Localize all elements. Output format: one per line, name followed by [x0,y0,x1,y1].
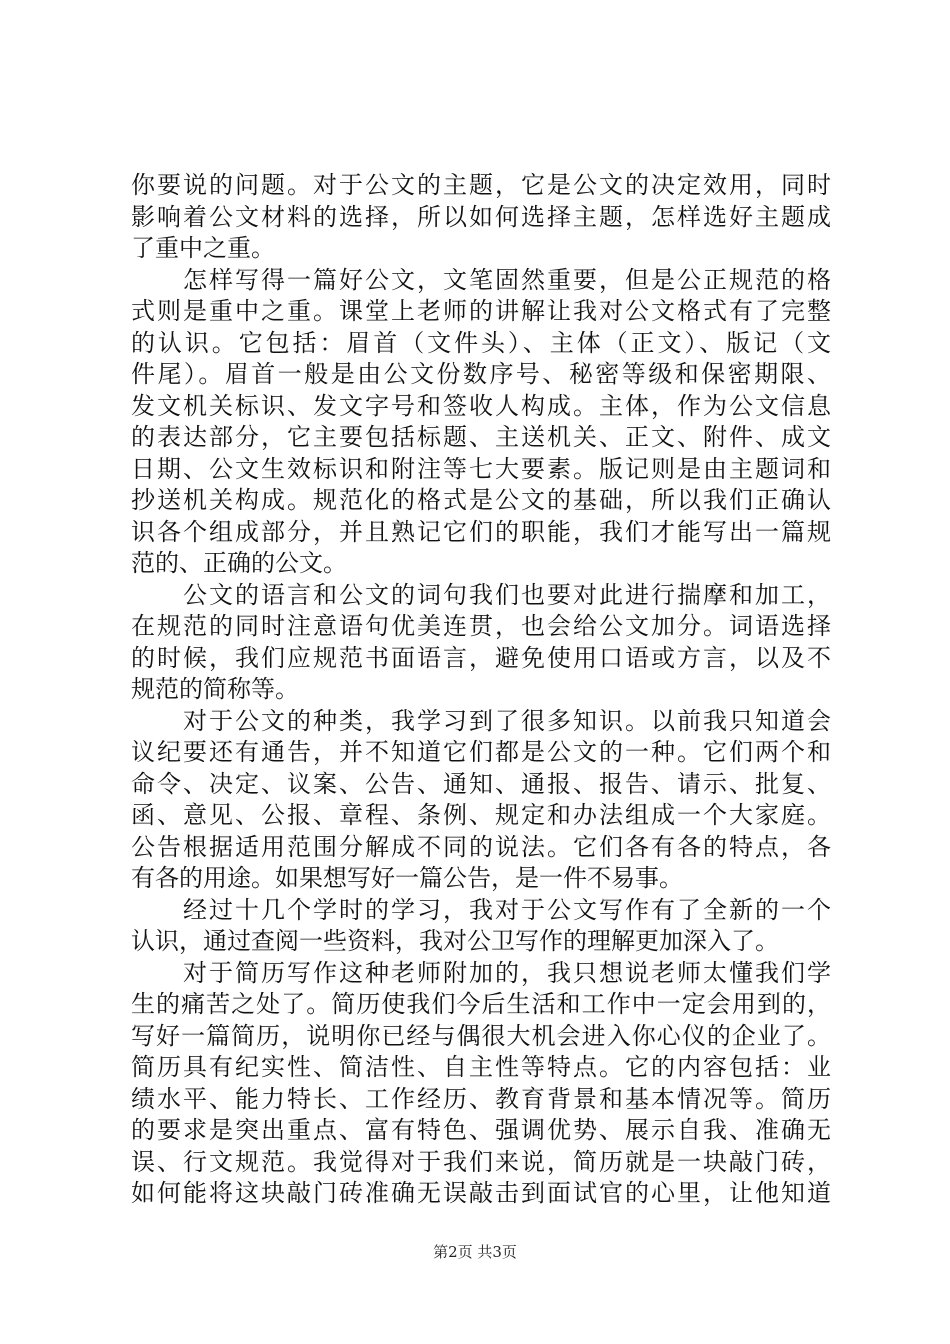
text-line: 公文的语言和公文的词句我们也要对此进行揣摩和加工， [131,580,831,609]
text-line: 在规范的同时注意语句优美连贯，也会给公文加分。词语选择 [131,612,831,640]
text-line: 命令、决定、议案、公告、通知、通报、报告、请示、批复、 [131,769,831,798]
text-line: 日期、公文生效标识和附注等七大要素。版记则是由主题词和 [131,454,831,483]
text-line: 误、行文规范。我觉得对于我们来说，简历就是一块敲门砖， [131,1147,831,1176]
text-line: 写好一篇简历，说明你已经与偶很大机会进入你心仪的企业了。 [131,1021,831,1050]
text-line: 的时候，我们应规范书面语言，避免使用口语或方言，以及不 [131,643,831,672]
text-line: 怎样写得一篇好公文，文笔固然重要，但是公正规范的格 [131,265,831,294]
text-line: 的认识。它包括：眉首（文件头）、主体（正文）、版记（文 [131,328,831,357]
text-line: 的要求是突出重点、富有特色、强调优势、展示自我、准确无 [131,1116,831,1144]
text-line: 式则是重中之重。课堂上老师的讲解让我对公文格式有了完整 [131,297,831,325]
body-text [131,170,831,1210]
text-line: 函、意见、公报、章程、条例、规定和办法组成一个大家庭。 [131,801,831,829]
text-line: 如何能将这块敲门砖准确无误敲击到面试官的心里，让他知道 [131,1179,831,1207]
text-line: 的表达部分，它主要包括标题、主送机关、正文、附件、成文 [131,423,831,451]
text-line: 对于公文的种类，我学习到了很多知识。以前我只知道会 [131,706,831,735]
text-line: 发文机关标识、发文字号和签收人构成。主体，作为公文信息 [131,391,831,420]
text-line: 公告根据适用范围分解成不同的说法。它们各有各的特点，各 [131,832,831,861]
text-line: 绩水平、能力特长、工作经历、教育背景和基本情况等。简历 [131,1084,831,1113]
text-line: 识各个组成部分，并且熟记它们的职能，我们才能写出一篇规 [131,517,831,546]
text-line: 生的痛苦之处了。简历使我们今后生活和工作中一定会用到的， [131,990,831,1018]
text-line: 经过十几个学时的学习，我对于公文写作有了全新的一个 [131,895,831,924]
text-line: 抄送机关构成。规范化的格式是公文的基础，所以我们正确认 [131,486,831,514]
page-footer: 第2页 共3页 [433,1243,517,1261]
text-line: 简历具有纪实性、简洁性、自主性等特点。它的内容包括：业 [131,1053,831,1081]
text-line: 影响着公文材料的选择，所以如何选择主题，怎样选好主题成 [131,202,831,231]
text-line: 有各的用途。如果想写好一篇公告，是一件不易事。 [131,864,683,892]
text-line: 范的、正确的公文。 [131,549,347,577]
text-line: 你要说的问题。对于公文的主题，它是公文的决定效用，同时 [131,171,831,199]
text-line: 对于简历写作这种老师附加的，我只想说老师太懂我们学 [131,958,831,987]
text-line: 件尾）。眉首一般是由公文份数序号、秘密等级和保密期限、 [131,360,831,388]
text-line: 议纪要还有通告，并不知道它们都是公文的一种。它们两个和 [131,738,831,766]
text-line: 了重中之重。 [131,234,275,262]
text-line: 规范的简称等。 [131,675,299,703]
text-line: 认识，通过查阅一些资料，我对公卫写作的理解更加深入了。 [131,927,779,955]
